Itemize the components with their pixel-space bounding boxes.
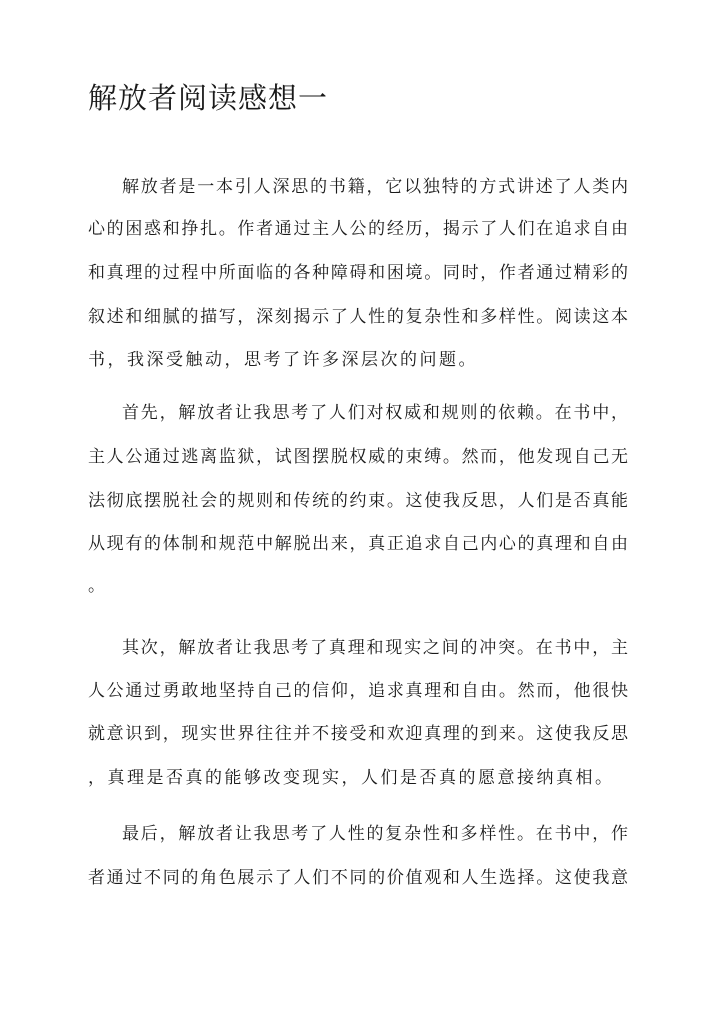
paragraph-line: 心的困惑和挣扎。作者通过主人公的经历，揭示了人们在追求自由 <box>88 219 628 239</box>
paragraph-line: 书，我深受触动，思考了许多深层次的问题。 <box>88 350 478 370</box>
paragraph-line: 人公通过勇敢地坚持自己的信仰，追求真理和自由。然而，他很快 <box>88 681 628 701</box>
paragraph-line: 和真理的过程中所面临的各种障碍和困境。同时，作者通过精彩的 <box>88 263 628 283</box>
paragraph-line: 首先，解放者让我思考了人们对权威和规则的依赖。在书中， <box>122 403 628 423</box>
paragraph-line: 最后，解放者让我思考了人性的复杂性和多样性。在书中，作 <box>122 824 628 844</box>
paragraph-line: 从现有的体制和规范中解脱出来，真正追求自己内心的真理和自由 <box>88 534 628 554</box>
paragraph-line: 法彻底摆脱社会的规则和传统的约束。这使我反思，人们是否真能 <box>88 491 628 511</box>
paragraph-line: 解放者是一本引人深思的书籍，它以独特的方式讲述了人类内 <box>122 177 628 197</box>
paragraph-line: 。 <box>88 576 105 596</box>
paragraph-line: 者通过不同的角色展示了人们不同的价值观和人生选择。这使我意 <box>88 868 628 888</box>
paragraph-line: 就意识到，现实世界往往并不接受和欢迎真理的到来。这使我反思 <box>88 724 628 744</box>
page-title: 解放者阅读感想一 <box>88 81 329 115</box>
paragraph-line: 其次，解放者让我思考了真理和现实之间的冲突。在书中，主 <box>122 638 628 658</box>
paragraph-line: 主人公通过逃离监狱，试图摆脱权威的束缚。然而，他发现自己无 <box>88 447 628 467</box>
paragraph-line: 叙述和细腻的描写，深刻揭示了人性的复杂性和多样性。阅读这本 <box>88 307 628 327</box>
paragraph-line: ，真理是否真的能够改变现实，人们是否真的愿意接纳真相。 <box>88 768 615 788</box>
